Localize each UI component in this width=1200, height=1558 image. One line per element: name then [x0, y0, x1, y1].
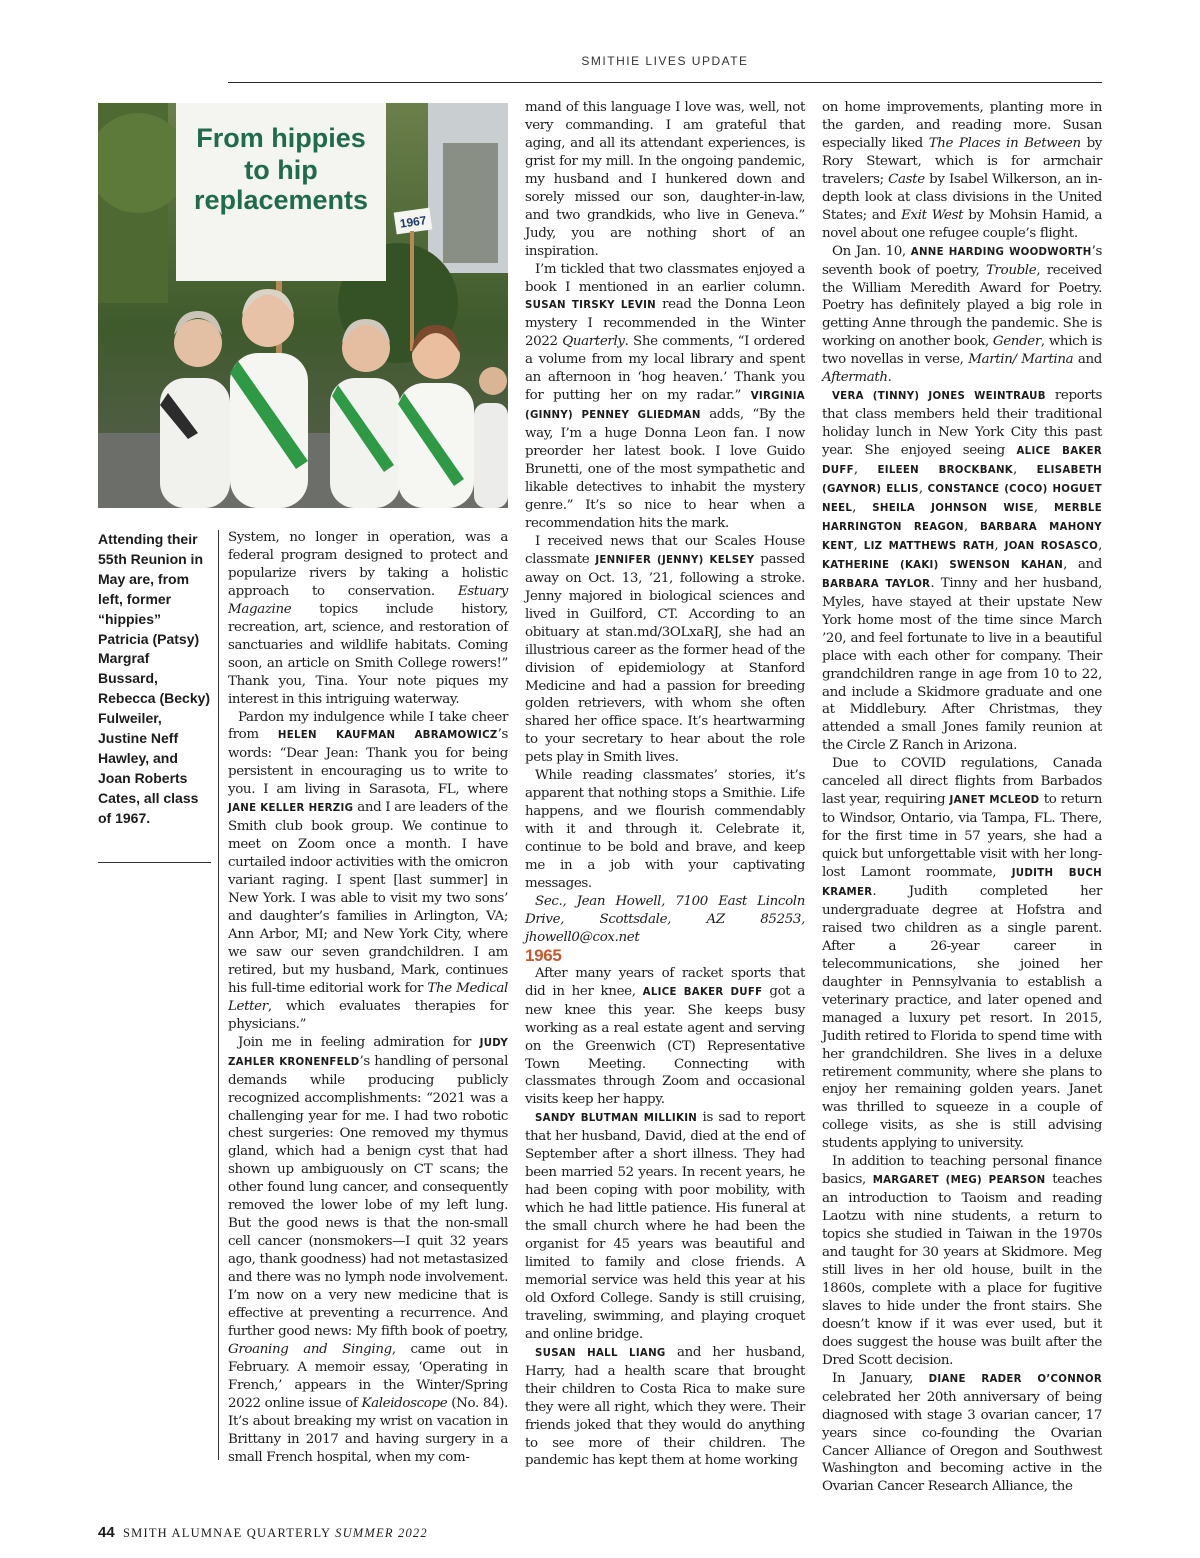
paragraph: I received news that our Scales House classmate JENNIFER (JENNY) KELSEY passed away on Oct. 13, ’21, following a stroke. Jenny majored in biological sciences and lived in Guilford, CT. According to an obituary at stan.md/3OLxaRJ, she had an illustrious career as the former head of the division of epidemiology at Stanford Medicine and had a passion for breeding golden retrievers, with whom she often shared her office space. It’s heartwarming to your secretary to hear about the role pets play in Smith lives. — [525, 533, 805, 766]
classmate-name: BARBARA TAYLOR — [822, 578, 931, 590]
class-year-heading: 1965 — [525, 945, 562, 965]
page-header — [228, 48, 1102, 83]
paragraph: In January, DIANE RADER O’CONNOR celebrated her 20th anniversary of being diagnosed with stage 3 ovarian cancer, 17 years since co-founding the Ovarian Cancer Alliance of Oregon and Southwest Washington and becoming active in the Ovarian Cancer Research Alliance, the — [822, 1370, 1102, 1495]
page-number: 44 — [98, 1524, 115, 1541]
classmate-name: MARGARET (MEG) PEARSON — [872, 1175, 1046, 1187]
year-tag: 1967 — [398, 213, 428, 231]
reunion-photo — [98, 103, 508, 508]
sign-line-2: to hip — [244, 155, 318, 185]
classmate-name: JOAN ROSASCO — [1004, 540, 1099, 552]
col1-paragraphs — [228, 529, 508, 1467]
col2b-paragraphs — [525, 965, 805, 1471]
paragraph: SUSAN HALL LIANG and her husband, Harry, had a health scare that brought their children to Costa Rica to make sure they were all right, which they were. Their friends joked that they would do anything to see more of their children. The pandemic has kept them at home working — [525, 1344, 806, 1469]
paragraph: Due to COVID regulations, Canada canceled all direct flights from Barbados last year, requiring JANET MCLEOD to return to Windsor, Ontario, via Tampa, FL. There, for the first time in 57 years, she had a quick but unforgettable visit with her long-lost Lamont roommate, JUDITH BUCH KRAMER. Judith completed her undergraduate degree at Hofstra and raised two children as a single parent. After a 26-year career in telecommunications, she joined her daughter in Pennsylvania to establish a veterinary practice, and later opened and managed a luxury pet resort. In 2015, Judith retired to Florida to spend time with her grandchildren. She lives in a deluxe retirement community, where she plans to enjoy her remaining golden years. Janet was thrilled to squeeze in a couple of college visits, as she is still advising students applying to university. — [822, 756, 1103, 1152]
classmate-name: VERA (TINNY) JONES WEINTRAUB — [832, 391, 1046, 403]
paragraph: SANDY BLUTMAN MILLIKIN is sad to report that her husband, David, died at the end of September after a short illness. They had been married 52 years. In recent years, he had been coping with poor mobility, with which he had little patience. His funeral at the small church where he had been the organist for 45 years was beautiful and limited to family and close friends. A memorial service was held this year at his old Oxford College. Sandy is still cruising, traveling, swimming, and playing croquet and online bridge. — [525, 1110, 805, 1342]
column-2 — [525, 99, 805, 1470]
sign-line-3: replacements — [193, 185, 369, 215]
title-italic: Aftermath — [822, 370, 888, 386]
title-italic: Trouble — [985, 262, 1037, 278]
title-italic: Exit West — [901, 207, 964, 223]
classmate-name: HELEN KAUFMAN ABRAMOWICZ — [277, 730, 498, 742]
sign-line-1: From hippies — [196, 123, 366, 153]
classmate-name: ELISABETH (GAYNOR) ELLIS — [822, 465, 1102, 496]
issue-name: SUMMER 2022 — [335, 1526, 428, 1540]
paragraph: System, no longer in operation, was a federal program designed to protect and popularize rivers by taking a holistic approach to conservation. Estuary Magazine topics include history, recreation, art, science, and restoration of sanctuaries and wildlife habitats. Coming soon, an article on Smith College rowers!” Thank you, Tina. Your note piques my interest in this intriguing waterway. — [228, 530, 508, 707]
paragraph: Pardon my indulgence while I take cheer from HELEN KAUFMAN ABRAMOWICZ’s words: “Dear Jean: Thank you for being persistent in encouraging us to write to you. I am living in Sarasota, FL, where JANE KELLER HERZIG and I are leaders of the Smith club book group. We continue to meet on Zoom once a month. I have curtailed indoor activities with the omicron variant raging. I spent [last summer] in New York. I was able to visit my two sons’ and daughter’s families in Arlington, VA; Ann Arbor, MI; and New York City, where we saw our seven grandchildren. I am retired, but my husband, Mark, continues his full-time editorial work for The Medical Letter, which evaluates therapies for physicians.” — [228, 709, 508, 1032]
paragraph: On Jan. 10, ANNE HARDING WOODWORTH’s seventh book of poetry, Trouble, received the William Meredith Award for Poetry. Poetry has definitely played a big role in getting Anne through the pandemic. She is working on another book, Gender, which is two novellas in verse, Martin/ Martina and Aftermath. — [822, 243, 1102, 386]
classmate-name: ANNE HARDING WOODWORTH — [910, 246, 1092, 258]
title-italic: The Medical Letter — [228, 980, 508, 1014]
classmate-name: SUSAN TIRSKY LEVIN — [525, 300, 657, 312]
title-italic: Caste — [888, 171, 925, 187]
classmate-name: SANDY BLUTMAN MILLIKIN — [535, 1113, 698, 1125]
classmate-name: JENNIFER (JENNY) KELSEY — [595, 554, 755, 566]
paragraph: In addition to teaching personal finance basics, MARGARET (MEG) PEARSON teaches an introduction to Taoism and reading Laotzu with nine students, a return to topics she studied in Taiwan in the 1970s and taught for 30 years at Skidmore. Meg still lives in her old house, built in the 1860s, complete with a place for fugitive slaves to hide under the front stairs. She doesn’t know if it was ever used, but it does suggest the house was built after the Dred Scott decision. — [822, 1154, 1103, 1368]
classmate-name: MERBLE HARRINGTON REAGON — [822, 502, 1102, 533]
classmate-name: VIRGINIA (GINNY) PENNEY GLIEDMAN — [525, 391, 805, 422]
column-3 — [822, 99, 1102, 1496]
col2-paragraphs — [525, 99, 805, 893]
classmate-name: JANET MCLEOD — [949, 795, 1040, 807]
magazine-name: SMITH ALUMNAE QUARTERLY — [123, 1526, 331, 1540]
classmate-name: LIZ MATTHEWS RATH — [863, 540, 995, 552]
classmate-name: SUSAN HALL LIANG — [535, 1347, 666, 1359]
paragraph: While reading classmates’ stories, it’s apparent that nothing stops a Smithie. Life happens, and we flourish commendably with it and through it. Celebrate it, continue to be bold and brave, and keep me in a job with your captivating messages. — [525, 768, 805, 891]
classmate-name: ALICE BAKER DUFF — [642, 986, 763, 998]
classmate-name: JANE KELLER HERZIG — [228, 803, 354, 815]
title-italic: Kaleidoscope — [361, 1395, 448, 1411]
title-italic: Quarterly — [562, 334, 625, 350]
classmate-name: CONSTANCE (COCO) HOGUET NEEL — [822, 484, 1102, 514]
classmate-name: DIANE RADER O’CONNOR — [928, 1373, 1102, 1385]
title-italic: Gender — [992, 334, 1041, 350]
classmate-name: BARBARA MAHONY KENT — [822, 521, 1102, 552]
classmate-name: JUDITH BUCH KRAMER — [822, 868, 1102, 898]
paragraph: Join me in feeling admiration for JUDY ZAHLER KRONENFELD’s handling of personal demands while producing publicly recognized accomplishments: “2021 was a challenging year for me. I had two robotic chest surgeries: One removed my thymus gland, which had a benign cyst that had shown up ambiguously on CT scans; the other found lung cancer, and consequently removed the lower lobe of my left lung. But the good news is that the non-small cell cancer (nonsmokers—I quit 32 years ago, thank goodness) had not metastasized and there was no lymph node involvement. I’m now on a very new medicine that is effective at preventing a recurrence. And further good news: My fifth book of poetry, Groaning and Singing, came out in February. A memoir essay, ‘Operating in French,’ appears in the Winter/Spring 2022 online issue of Kaleidoscope (No. 84). It’s about breaking my wrist on vacation in Brittany in 2017 and having surgery in a small French hospital, when my com- — [228, 1034, 508, 1465]
classmate-name: EILEEN BROCKBANK — [877, 465, 1013, 477]
classmate-name: KATHERINE (KAKI) SWENSON KAHAN — [822, 559, 1064, 571]
title-italic: The Places in Between — [928, 135, 1081, 151]
class-secretary-signature: Sec., Jean Howell, 7100 East Lincoln Drive, Scottsdale, AZ 85253, jhowell0@cox.net — [525, 893, 805, 945]
paragraph: mand of this language I love was, well, not very commanding. I am grateful that aging, and all its attendant experiences, is grist for my mill. In the ongoing pandemic, my husband and I hunkered down and sorely missed our son, daughter-in-law, and two grandkids, who live in Geneva.” Judy, you are nothing short of an inspiration. — [525, 100, 805, 259]
column-1 — [228, 529, 508, 1467]
col3-paragraphs — [822, 99, 1102, 1496]
column-divider — [218, 530, 219, 1460]
paragraph: VERA (TINNY) JONES WEINTRAUB reports that class members held their traditional holiday lunch in New York City this past year. She enjoyed seeing ALICE BAKER DUFF, EILEEN BROCKBANK, ELISABETH (GAYNOR) ELLIS, CONSTANCE (COCO) HOGUET NEEL, SHEILA JOHNSON WISE, MERBLE HARRINGTON REAGON, BARBARA MAHONY KENT, LIZ MATTHEWS RATH, JOAN ROSASCO, KATHERINE (KAKI) SWENSON KAHAN, and BARBARA TAYLOR. Tinny and her husband, Myles, have stayed at their upstate New York home most of the time since March ’20, and feel fortunate to live in a beautiful place with each other for company. Their grandchildren range in age from 10 to 22, and include a Skidmore graduate and one at Middlebury. After Christmas, they attended a small Jones family reunion at the Circle Z Ranch in Arizona. — [822, 388, 1102, 754]
title-italic: Martin/ Martina — [968, 352, 1074, 368]
classmate-name: SHEILA JOHNSON WISE — [872, 502, 1034, 514]
title-italic: Groaning and Singing — [228, 1341, 392, 1357]
page-footer — [98, 1524, 428, 1541]
paragraph: After many years of racket sports that did in her knee, ALICE BAKER DUFF got a new knee this year. She keeps busy working as a real estate agent and serving on the Greenwich (CT) Representative Town Meeting. Connecting with classmates through Zoom and occasional visits keep her happy. — [525, 965, 805, 1108]
paragraph: I’m tickled that two classmates enjoyed a book I mentioned in an earlier column. SUSAN TIRSKY LEVIN read the Donna Leon mystery I recommended in the Winter 2022 Quarterly. She comments, “I ordered a volume from my local library and spent an afternoon in ‘hog heaven.’ Thank you for putting her on my radar.” VIRGINIA (GINNY) PENNEY GLIEDMAN adds, “By the way, I’m a huge Donna Leon fan. I now preorder her latest book. I love Guido Brunetti, one of the most sympathetic and likable detectives to inhabit the mystery genre.” It’s so nice to hear when a recommendation hits the mark. — [525, 261, 806, 531]
paragraph: on home improvements, planting more in the garden, and reading more. Susan especially liked The Places in Between by Rory Stewart, which is for armchair travelers; Caste by Isabel Wilkerson, an in-depth look at class divisions in the United States; and Exit West by Mohsin Hamid, a novel about one refugee couple’s flight. — [822, 100, 1102, 241]
title-italic: Estuary Magazine — [228, 583, 508, 617]
photo-caption: Attending their 55th Reunion in May are, from left, former “hippies” Patricia (Patsy) Margraf Bussard, Rebecca (Becky) Fulweiler, Justine Neff Hawley, and Joan Roberts Cates, all class of 1967. — [98, 531, 211, 826]
classmate-name: ALICE BAKER DUFF — [822, 446, 1102, 477]
section-title: SMITHIE LIVES UPDATE — [581, 54, 749, 68]
caption-divider — [98, 862, 211, 863]
classmate-name: JUDY ZAHLER KRONENFELD — [228, 1037, 508, 1068]
